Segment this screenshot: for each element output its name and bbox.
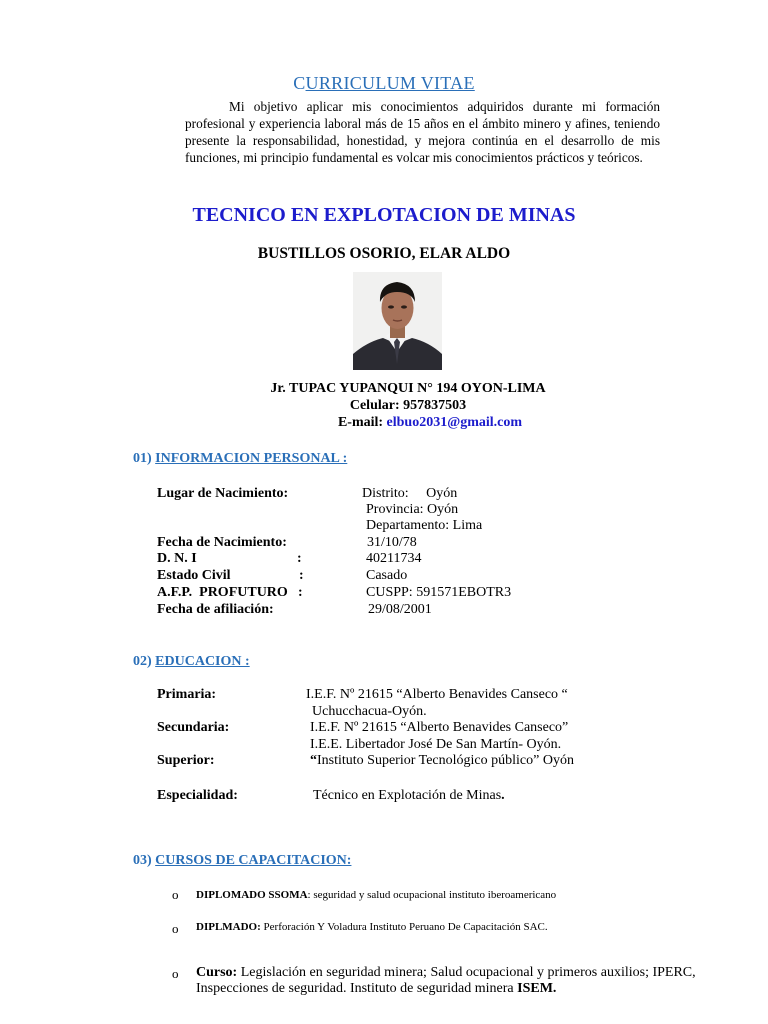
section-personal-title: INFORMACION PERSONAL : xyxy=(155,451,348,466)
email-link[interactable]: elbuo2031@gmail.com xyxy=(386,415,523,430)
section-personal-heading xyxy=(133,451,347,467)
objective-text: Mi objetivo aplicar mis conocimientos adquiridos durante mi formación profesional y experiencia laboral más de 15 años en el ámbito minero y afines, teniendo presente la responsabilidad, honestidad, y mejora continúa en el desarrollo de mis funciones, mi principio fundamental es volcar mis conocimientos prácticos y teóricos. xyxy=(185,99,660,165)
section-education-number: 02) xyxy=(133,654,156,669)
email-label: E-mail: xyxy=(337,415,387,430)
profile-photo xyxy=(353,272,442,370)
specialty-label: Especialidad: xyxy=(157,788,238,803)
secondary-school-1: I.E.F. Nº 21615 “Alberto Benavides Canseco” xyxy=(310,720,569,735)
course-1-text: : seguridad y salud ocupacional instituto iberoamericano xyxy=(307,889,557,901)
secondary-school-2: I.E.E. Libertador José De San Martín- Oyón. xyxy=(310,737,562,752)
course-item-1 xyxy=(196,889,556,901)
cv-title-rest: URRICULUM VITAE xyxy=(305,73,475,93)
afp-colon: : xyxy=(298,585,303,600)
course-3-label: Curso: xyxy=(196,965,238,980)
secondary-label: Secundaria: xyxy=(157,720,230,735)
higher-institute-name: Instituto Superior Tecnológico público” Oyón xyxy=(317,753,574,768)
civil-status-label: Estado Civil xyxy=(157,568,231,583)
specialty-value xyxy=(313,788,505,804)
section-courses-title: CURSOS DE CAPACITACION: xyxy=(155,853,352,868)
course-1-label: DIPLOMADO SSOMA xyxy=(196,889,308,901)
section-personal-number: 01) xyxy=(133,451,156,466)
course-2-text: Perforación Y Voladura Instituto Peruano De Capacitación SAC. xyxy=(260,921,548,933)
section-courses-heading xyxy=(133,853,351,869)
department-value: Departamento: Lima xyxy=(366,518,483,533)
bullet-icon: o xyxy=(172,887,179,902)
section-education-title: EDUCACION : xyxy=(155,654,250,669)
birthdate-value: 31/10/78 xyxy=(367,535,417,550)
birthdate-label: Fecha de Nacimiento: xyxy=(157,535,287,550)
affiliation-label: Fecha de afiliación: xyxy=(157,602,274,617)
course-3-institute: ISEM. xyxy=(517,981,557,996)
affiliation-value: 29/08/2001 xyxy=(368,602,432,617)
dni-label: D. N. I xyxy=(157,551,197,566)
address-line: Jr. TUPAC YUPANQUI N° 194 OYON-LIMA xyxy=(270,381,546,396)
cv-title-first: C xyxy=(293,73,306,93)
course-3-text: Legislación en seguridad minera; Salud ocupacional y primeros auxilios; IPERC, Inspecciones de seguridad. Instituto de seguridad minera xyxy=(196,965,696,996)
higher-label: Superior: xyxy=(157,753,215,768)
primary-location: Uchucchacua-Oyón. xyxy=(312,704,427,719)
profession-heading: TECNICO EN EXPLOTACION DE MINAS xyxy=(192,204,576,226)
person-photo-icon xyxy=(353,272,442,370)
district-value: Distrito: Oyón xyxy=(362,486,458,501)
dni-value: 40211734 xyxy=(366,551,422,566)
dni-colon: : xyxy=(297,551,302,566)
civil-status-value: Casado xyxy=(366,568,408,583)
candidate-name: BUSTILLOS OSORIO, ELAR ALDO xyxy=(257,245,511,262)
section-education-heading xyxy=(133,654,250,670)
phone-line: Celular: 957837503 xyxy=(349,398,467,413)
objective-paragraph xyxy=(185,98,660,166)
section-courses-number: 03) xyxy=(133,853,156,868)
birthplace-label: Lugar de Nacimiento: xyxy=(157,486,289,501)
course-item-2 xyxy=(196,921,548,933)
course-item-3 xyxy=(196,965,716,997)
primary-label: Primaria: xyxy=(157,687,217,702)
course-2-label: DIPLMADO: xyxy=(196,921,261,933)
email-line xyxy=(0,415,768,431)
primary-school: I.E.F. Nº 21615 “Alberto Benavides Canseco “ xyxy=(306,687,568,702)
specialty-text: Técnico en Explotación de Minas xyxy=(313,788,502,803)
bullet-icon: o xyxy=(172,921,179,936)
civil-status-colon: : xyxy=(299,568,304,583)
province-value: Provincia: Oyón xyxy=(366,502,459,517)
afp-label: A.F.P. PROFUTURO xyxy=(157,585,288,600)
bullet-icon: o xyxy=(172,966,179,981)
higher-quote: “ xyxy=(310,753,317,768)
afp-value: CUSPP: 591571EBOTR3 xyxy=(366,585,512,600)
specialty-period: . xyxy=(501,788,505,803)
higher-institute xyxy=(310,753,574,769)
cv-title xyxy=(0,73,768,94)
